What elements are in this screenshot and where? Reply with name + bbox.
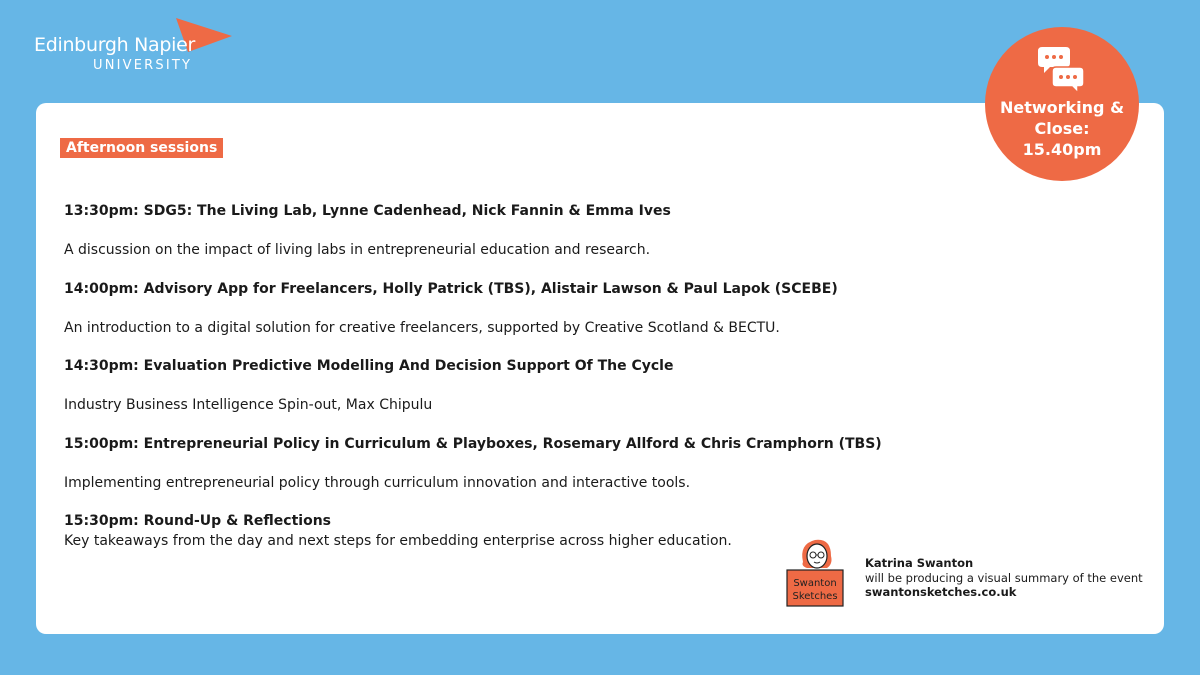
session-description: A discussion on the impact of living labs in entrepreneurial education and research. (64, 242, 651, 258)
university-logo (34, 18, 254, 82)
speech-bubbles-icon (1038, 45, 1084, 93)
session-title: 15:00pm: Entrepreneurial Policy in Curriculum & Playboxes, Rosemary Allford & Chris Cramphorn (TBS) (64, 436, 882, 452)
badge-time: 15.40pm (1022, 140, 1102, 159)
session-description: Industry Business Intelligence Spin-out, Max Chipulu (64, 397, 433, 413)
networking-badge (985, 27, 1139, 181)
credit-website-link[interactable]: swantonsketches.co.uk (865, 585, 1017, 599)
swanton-sketches-illustration (783, 534, 853, 610)
logo-name: Edinburgh Napier (34, 34, 196, 56)
credit-description: will be producing a visual summary of the event (865, 571, 1143, 585)
agenda-card (36, 103, 1164, 634)
session-title: 14:30pm: Evaluation Predictive Modelling And Decision Support Of The Cycle (64, 358, 674, 374)
section-heading: Afternoon sessions (60, 138, 223, 158)
session-title: 14:00pm: Advisory App for Freelancers, Holly Patrick (TBS), Alistair Lawson & Paul Lapok (SCEBE) (64, 281, 838, 297)
sketch-sign-text-2: Sketches (792, 591, 838, 602)
session-description: An introduction to a digital solution for creative freelancers, supported by Creative Scotland & BECTU. (64, 320, 780, 336)
session-description: Implementing entrepreneurial policy through curriculum innovation and interactive tools. (64, 475, 691, 491)
badge-label: Networking & Close: (999, 98, 1125, 138)
sketch-sign-text: Swanton (793, 578, 837, 589)
logo-subtitle: UNIVERSITY (93, 58, 193, 73)
session-title: 15:30pm: Round-Up & Reflections (64, 513, 332, 529)
credit-name: Katrina Swanton (865, 556, 974, 570)
session-title: 13:30pm: SDG5: The Living Lab, Lynne Cadenhead, Nick Fannin & Emma Ives (64, 203, 671, 219)
session-description: Key takeaways from the day and next steps for embedding enterprise across higher education. (64, 533, 732, 549)
person-icon (802, 540, 831, 568)
